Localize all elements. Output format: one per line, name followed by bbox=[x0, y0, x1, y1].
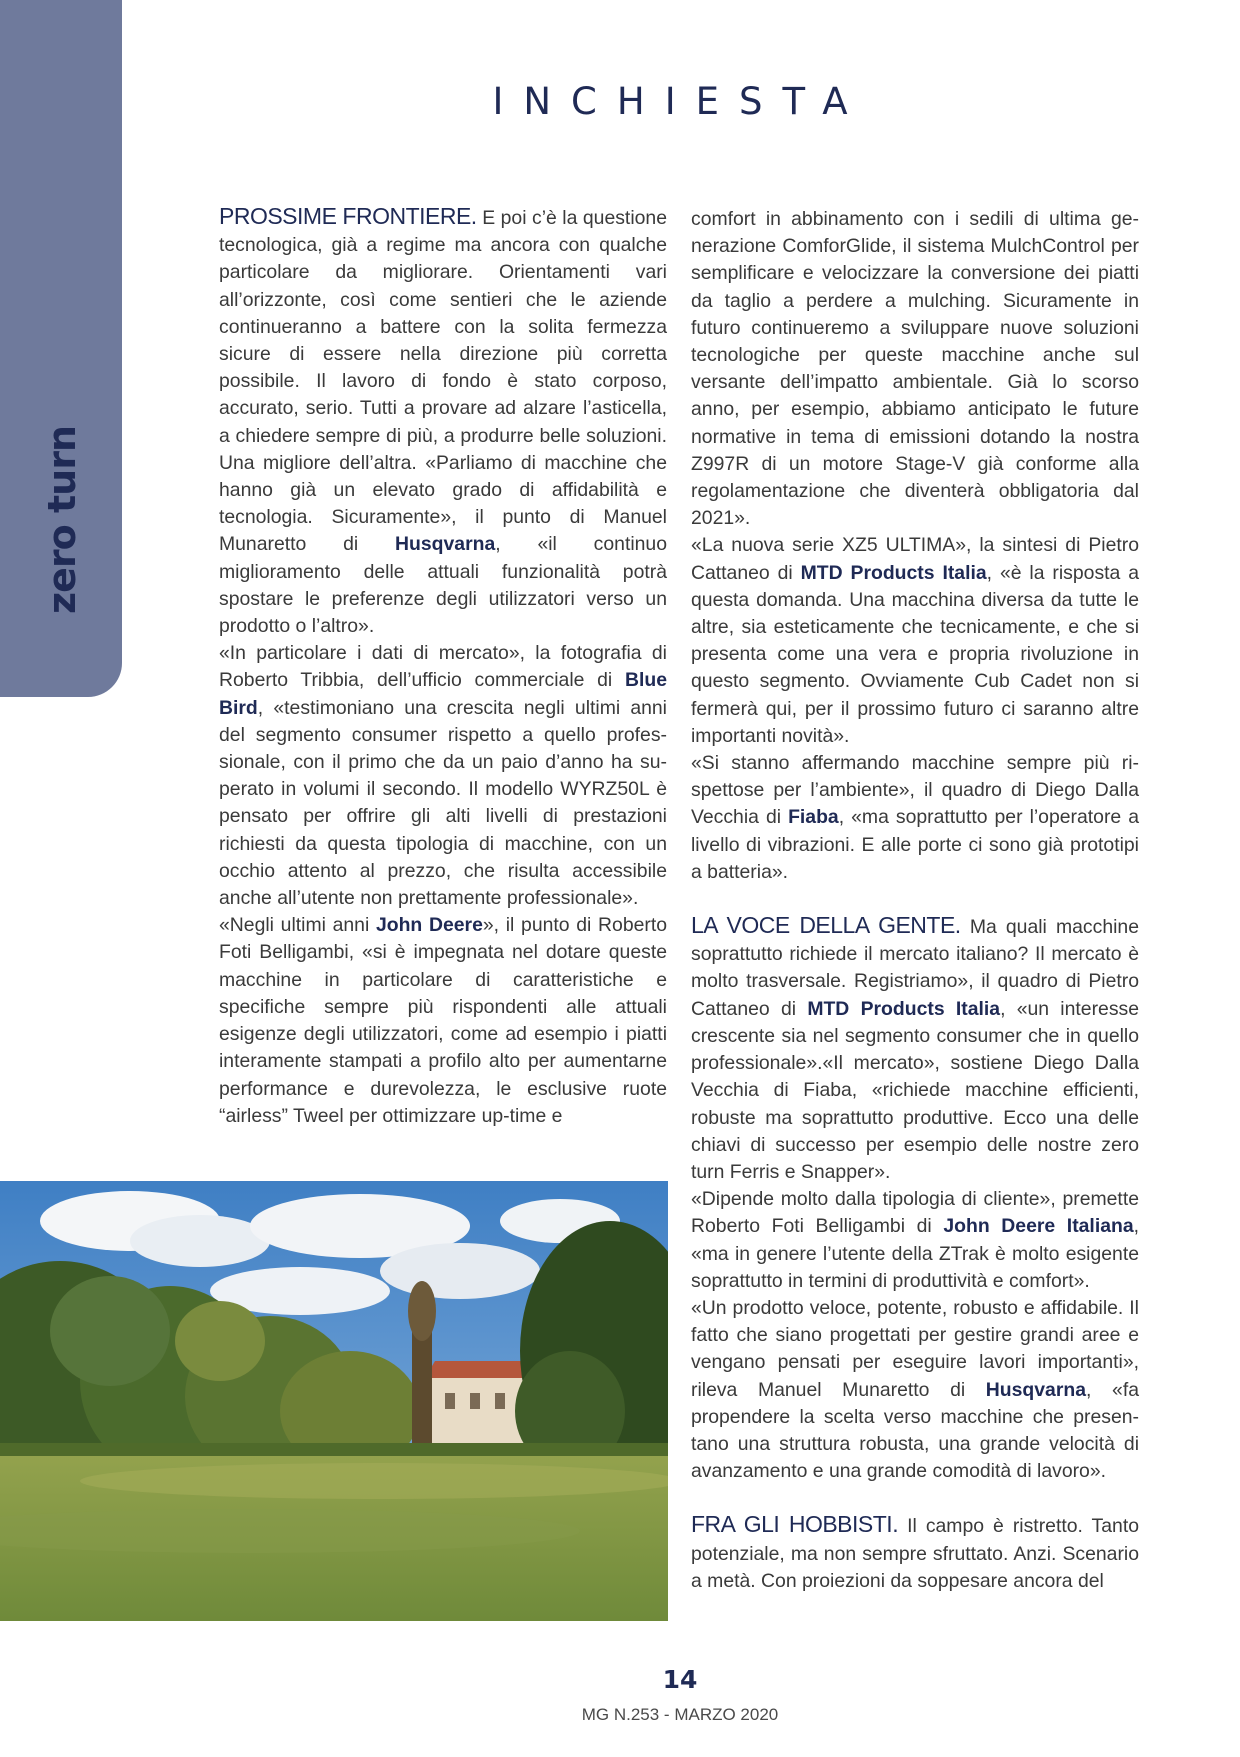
article-column-right bbox=[691, 206, 1139, 1595]
paragraph bbox=[691, 1186, 1139, 1295]
text: «Un prodotto veloce, potente, robusto e affidabile. Il fatto che siano progettati per gestire grandi aree e vengano pensati per eseguire lavori importanti», rileva Manuel Munaretto di bbox=[691, 1296, 1139, 1401]
brand-name: Fiaba bbox=[788, 806, 839, 829]
text: Ma quali macchine soprattutto richiede il mercato italiano? Il mercato è molto trasversale. Registriamo», il quadro di Pietro Cattaneo di bbox=[691, 916, 1139, 1020]
page-number: 14 bbox=[662, 1665, 698, 1694]
text: , «un interesse crescente sia nel segmento consumer che in quello professionale».«Il mercato», sostiene Diego Dalla Vecchia di Fiaba, «richiede macchine efficienti, robuste ma soprattutto produttive. Ecco una delle chiavi di successo per esempio delle nostre zero turn Ferris e Snapper». bbox=[691, 997, 1139, 1183]
brand-name: Husqvarna bbox=[985, 1378, 1087, 1401]
subheading: LA VOCE DELLA GENTE. bbox=[691, 912, 961, 939]
brand-name: Blue Bird bbox=[219, 669, 667, 719]
text: , «è la risposta a questa domanda. Una macchina diversa da tutte le altre, sia esteticamente che tecnicamente, e che si presenta come una vera e propria rivoluzione in questo segmento. Ovviamente Cub Cadet non si fermerà qui, per il prossimo futuro ci saranno altre importanti novità». bbox=[691, 561, 1139, 747]
brand-name: Husqvarna bbox=[395, 533, 496, 556]
section-tab-label: zero turn bbox=[40, 426, 84, 614]
paragraph bbox=[691, 1511, 1139, 1595]
paragraph bbox=[219, 640, 667, 912]
paragraph bbox=[691, 912, 1139, 1186]
park-photo bbox=[0, 1181, 668, 1621]
text: «La nuova serie XZ5 ULTIMA», la sintesi di Pietro Cattaneo di bbox=[691, 534, 1139, 584]
paragraph bbox=[691, 750, 1139, 886]
subheading: PROSSIME FRONTIERE. bbox=[219, 203, 477, 229]
paragraph bbox=[219, 203, 667, 640]
brand-name: John Deere bbox=[375, 914, 483, 937]
paragraph bbox=[691, 206, 1139, 532]
brand-name: MTD Products Italia bbox=[807, 997, 1001, 1020]
text: «Dipende molto dalla tipologia di cliente», premette Roberto Foti Belligambi di bbox=[691, 1188, 1139, 1238]
paragraph bbox=[691, 1295, 1139, 1485]
subheading: FRA GLI HOBBISTI. bbox=[691, 1511, 899, 1538]
issue-info: MG N.253 - MARZO 2020 bbox=[581, 1705, 779, 1724]
paragraph bbox=[691, 532, 1139, 750]
text: , «fa propendere la scelta verso macchine che presentano una struttura robusta, una grande velocità di avanzamento e una grande comodità di lavoro». bbox=[691, 1378, 1139, 1483]
text: Il campo è ristretto. Tanto potenziale, ma non sempre sfruttato. Anzi. Scenario a metà. Con proiezioni da soppesare ancora del bbox=[691, 1515, 1139, 1592]
paragraph bbox=[219, 912, 667, 1130]
text: «In particolare i dati di mercato», la fotografia di Roberto Tribbia, dell’ufficio commerciale di bbox=[219, 642, 667, 692]
text: «Si stanno affermando macchine sempre più rispettose per l’ambiente», il quadro di Diego Dalla Vecchia di bbox=[691, 752, 1139, 829]
text: », il punto di Roberto Foti Belligambi, «si è impegnata nel dotare queste macchine in particolare di caratteristiche e specifiche sempre più rispondenti alle attuali esigenze degli utilizzatori, come ad esempio i piatti interamente stampati a profilo alto per aumentarne performance e durevolezza, le esclusive ruote “airless” Tweel per ottimizzare up-time e bbox=[219, 914, 668, 1127]
text: , «ma soprattutto per l’operatore a livello di vibrazioni. E alle porte ci sono già prototipi a batteria». bbox=[691, 806, 1139, 883]
brand-name: John Deere Italiana bbox=[943, 1215, 1134, 1238]
text: «Negli ultimi anni bbox=[219, 914, 376, 937]
brand-name: MTD Products Italia bbox=[800, 561, 987, 584]
text: , «testimoniano una crescita negli ultimi anni del segmento consumer rispetto a quello professionale, con il primo che da un paio d’anno ha superato in volumi il secondo. Il modello WYRZ50L è pensato per offrire gli alti livelli di prestazioni richiesti da questa tipologia di macchine, con un occhio attento al prezzo, che risulta accessibile anche all’utente non prettamente professionale». bbox=[219, 696, 667, 910]
article-column-left bbox=[219, 203, 667, 1130]
text: , «il continuo miglioramento delle attuali funzionalità potrà spostare le preferenze degli utilizzatori verso un prodotto o l’altro». bbox=[219, 533, 667, 638]
page-section-title: INCHIESTA bbox=[492, 80, 868, 123]
text: comfort in abbinamento con i sedili di ultima generazione ComforGlide, il sistema MulchControl per semplificare e velocizzare la conversione dei piatti da taglio a perdere a mulching. Sicuramente in futuro continueremo a sviluppare nuove soluzioni tecnologiche per queste macchine anche sul versante dell’impatto ambientale. Già lo scorso anno, per esempio, abbiamo anticipato le future normative in tema di emissioni dotando la nostra Z997R di un motore Stage-V già conforme alla regolamentazione che diventerà obbligatoria dal 2021». bbox=[691, 208, 1139, 530]
text: E poi c’è la questione tecnologica, già a regime ma ancora con qualche particolare da migliorare. Orientamenti vari all’orizzonte, così come sentieri che le aziende continueranno a battere con la solita fermezza sicure di essere nella direzione più corretta possibile. Il lavoro di fondo è stato corposo, accurato, serio. Tutti a provare ad alzare l’asticella, a chiedere sempre di più, a produrre belle soluzioni. Una migliore dell’altra. «Parliamo di macchine che hanno già un elevato grado di affidabilità e tecnologia. Sicuramente», il punto di Manuel Munaretto di bbox=[219, 207, 667, 556]
text: , «ma in genere l’utente della ZTrak è molto esigente soprattutto in termini di produttività e comfort». bbox=[691, 1215, 1140, 1292]
